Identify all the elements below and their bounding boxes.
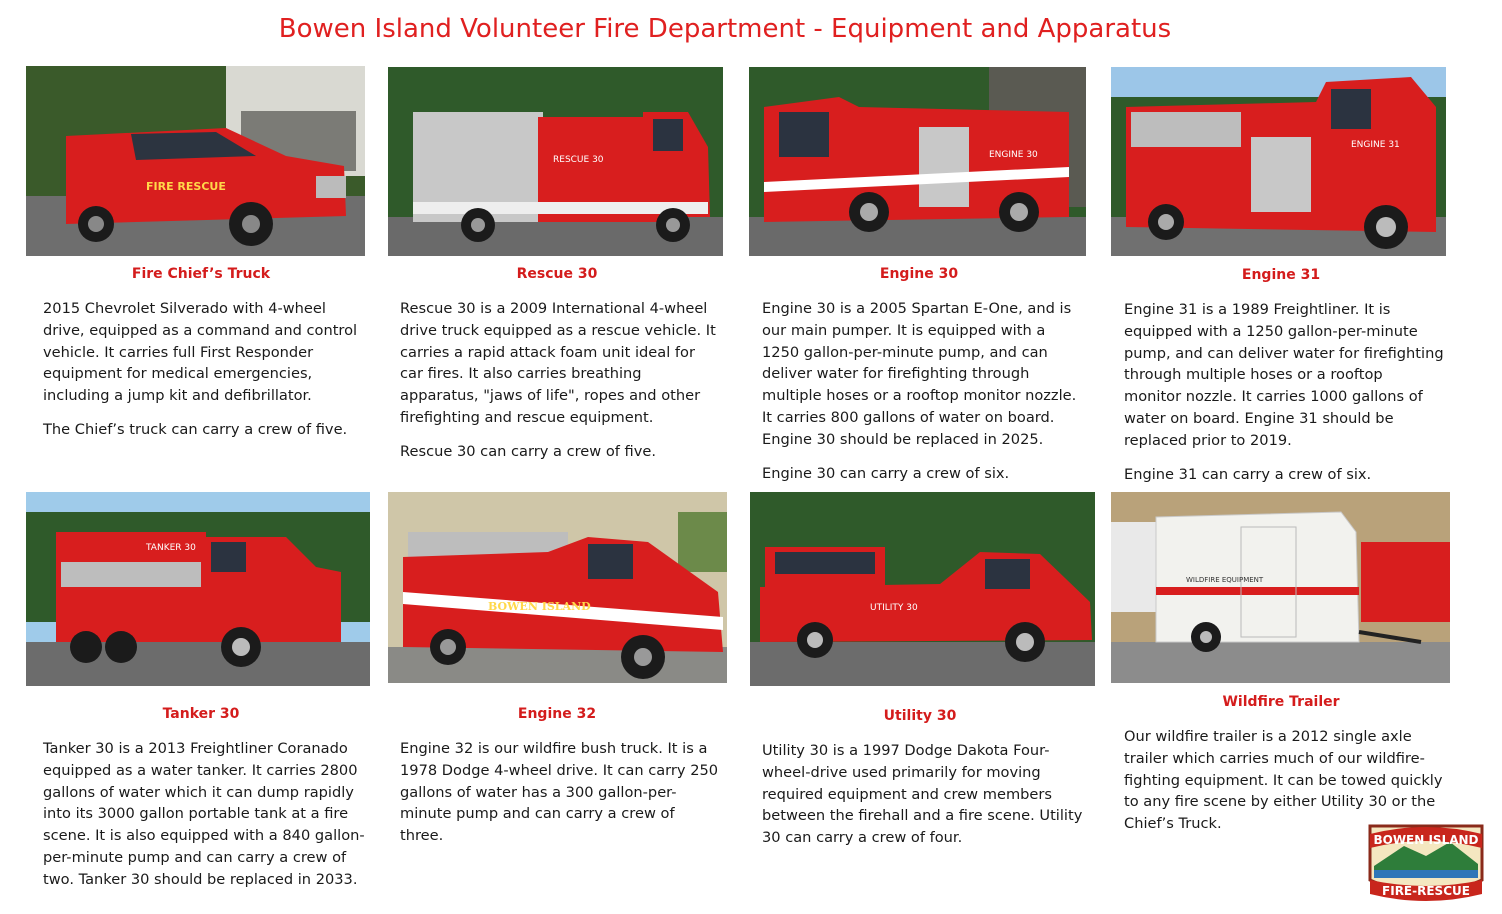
- photo-engine-32: [388, 492, 727, 683]
- photo-tanker-30: [26, 492, 370, 686]
- apparatus-name: Fire Chief’s Truck: [131, 266, 271, 282]
- photo-engine-31: [1111, 67, 1446, 256]
- svg-text:WILDFIRE EQUIPMENT: WILDFIRE EQUIPMENT: [1186, 576, 1264, 584]
- apparatus-name: Engine 30: [879, 266, 959, 282]
- bowen-island-fire-rescue-logo: [1364, 822, 1488, 902]
- apparatus-description: Utility 30 is a 1997 Dodge Dakota Four-wheel-drive used primarily for moving required equipment and crew members between the firehall and a fire scene. Utility 30 can carry a crew of four.: [762, 742, 1083, 847]
- apparatus-name: Wildfire Trailer: [1222, 694, 1340, 710]
- svg-text:BOWEN ISLAND: BOWEN ISLAND: [488, 600, 591, 613]
- svg-text:UTILITY 30: UTILITY 30: [870, 603, 918, 613]
- apparatus-description: Rescue 30 is a 2009 International 4-wheel drive truck equipped as a rescue vehicle. It carries a rapid attack foam unit ideal for car fires. It also carries breathing apparatus, "jaws of life", ropes and other firefighting and rescue equipment. Rescue 30 can carry a crew of five.: [400, 300, 716, 460]
- svg-text:TANKER 30: TANKER 30: [146, 543, 196, 553]
- photo-utility-30: [750, 492, 1095, 686]
- apparatus-description: Engine 32 is our wildfire bush truck. It is a 1978 Dodge 4-wheel drive. It can carry 250 gallons of water has a 300 gallon-per-minute pump and can carry a crew of three.: [400, 740, 719, 845]
- svg-text:FIRE RESCUE: FIRE RESCUE: [146, 180, 226, 193]
- svg-text:RESCUE 30: RESCUE 30: [553, 155, 604, 165]
- apparatus-name: Tanker 30: [162, 706, 240, 722]
- photo-fire-chiefs-truck: [26, 66, 365, 256]
- photo-engine-30: [749, 67, 1086, 256]
- photo-wildfire-trailer: [1111, 492, 1450, 683]
- apparatus-description: Engine 31 is a 1989 Freightliner. It is equipped with a 1250 gallon-per-minute pump, and can deliver water for firefighting through multiple hoses or a rooftop monitor nozzle. It carries 1000 gallons of water on board. Engine 31 should be replaced prior to 2019. Engine 31 can carry a crew of six.: [1124, 301, 1444, 483]
- apparatus-name: Utility 30: [883, 708, 957, 724]
- apparatus-name: Engine 31: [1241, 267, 1321, 283]
- apparatus-name: Engine 32: [517, 706, 597, 722]
- svg-text:ENGINE 30: ENGINE 30: [989, 150, 1038, 160]
- apparatus-description: Engine 30 is a 2005 Spartan E-One, and is our main pumper. It is equipped with a 1250 gallon-per-minute pump, and can deliver water for firefighting through multiple hoses or a rooftop monitor nozzle. It carries 800 gallons of water on board. Engine 30 should be replaced in 2025. Engine 30 can carry a crew of six.: [762, 300, 1077, 482]
- svg-text:ENGINE 31: ENGINE 31: [1351, 140, 1400, 150]
- svg-text:BOWEN ISLAND: BOWEN ISLAND: [1373, 833, 1479, 847]
- page-title: Bowen Island Volunteer Fire Department - Equipment and Apparatus: [278, 14, 1172, 44]
- apparatus-description: Our wildfire trailer is a 2012 single axle trailer which carries much of our wildfire-fighting equipment. It can be towed quickly to any fire scene by either Utility 30 or the Chief’s Truck.: [1124, 728, 1443, 833]
- apparatus-description: 2015 Chevrolet Silverado with 4-wheel drive, equipped as a command and control vehicle. It carries full First Responder equipment for medical emergencies, including a jump kit and defibrillator. The Chief’s truck can carry a crew of five.: [43, 300, 358, 438]
- svg-text:FIRE-RESCUE: FIRE-RESCUE: [1382, 884, 1470, 898]
- apparatus-name: Rescue 30: [516, 266, 598, 282]
- photo-rescue-30: [388, 67, 723, 256]
- apparatus-description: Tanker 30 is a 2013 Freightliner Coranado equipped as a water tanker. It carries 2800 gallons of water which it can dump rapidly into its 3000 gallon portable tank at a fire scene. It is also equipped with a 840 gallon-per-minute pump and can carry a crew of two. Tanker 30 should be replaced in 2033.: [43, 740, 365, 888]
